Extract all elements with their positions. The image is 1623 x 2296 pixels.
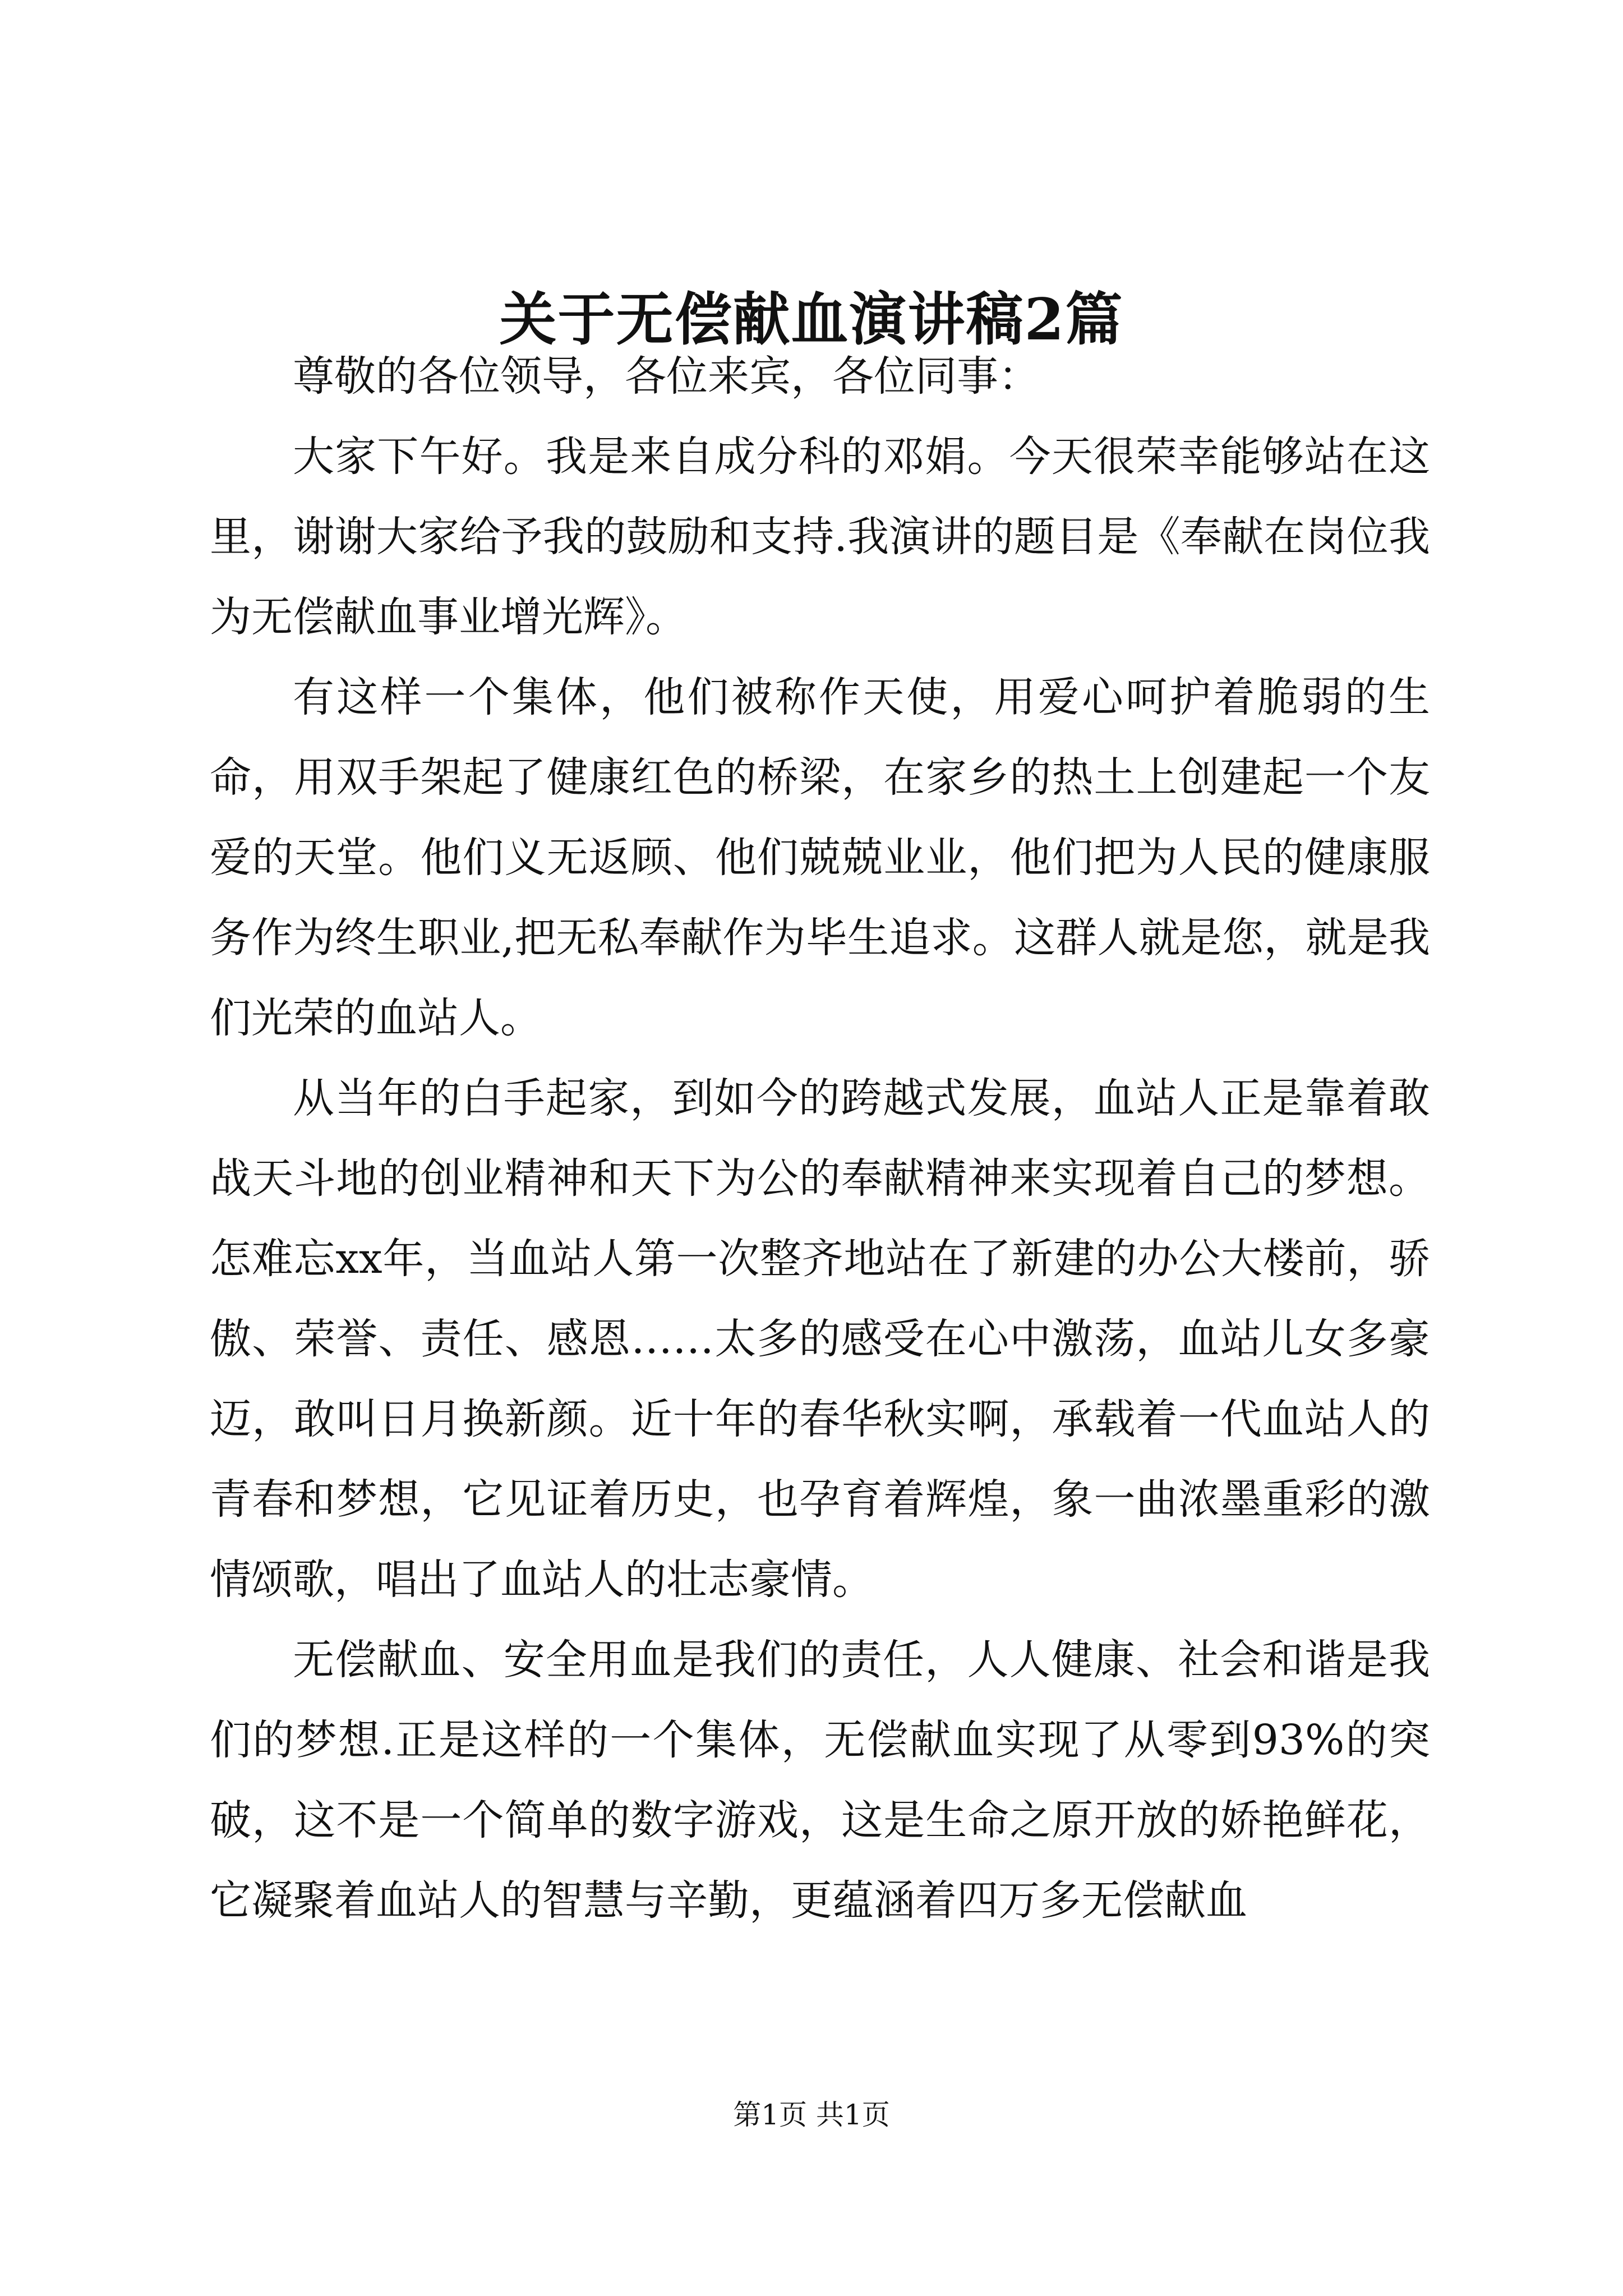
- paragraph-greeting: 尊敬的各位领导，各位来宾，各位同事：: [293, 352, 1040, 401]
- paragraph-introduction: 大家下午好。我是来自成分科的邓娟。今天很荣幸能够站在这里，谢谢大家给予我的鼓励和支持.我演讲的题目是《奉献在岗位我为无偿献血事业增光辉》。: [210, 432, 1430, 641]
- paragraph-history: 从当年的白手起家，到如今的跨越式发展，血站人正是靠着敢战天斗地的创业精神和天下为公的奉献精神来实现着自己的梦想。怎难忘xx年，当血站人第一次整齐地站在了新建的办公大楼前，骄傲、荣誉、责任、感恩……太多的感受在心中激荡，血站儿女多豪迈，敢叫日月换新颜。近十年的春华秋实啊，承载着一代血站人的青春和梦想，它见证着历史，也孕育着辉煌，象一曲浓墨重彩的激情颂歌，唱出了血站人的壮志豪情。: [210, 1074, 1430, 1604]
- document-body: [210, 337, 1430, 1941]
- document-title: 关于无偿献血演讲稿2篇: [499, 286, 1124, 353]
- paragraph-collective: 有这样一个集体，他们被称作天使，用爱心呵护着脆弱的生命，用双手架起了健康红色的桥梁，在家乡的热土上创建起一个友爱的天堂。他们义无返顾、他们兢兢业业，他们把为人民的健康服务作为终生职业,把无私奉献作为毕生追求。这群人就是您，就是我们光荣的血站人。: [210, 673, 1430, 1042]
- paragraph-responsibility: 无偿献血、安全用血是我们的责任，人人健康、社会和谐是我们的梦想.正是这样的一个集体，无偿献血实现了从零到93%的突破，这不是一个简单的数字游戏，这是生命之原开放的娇艳鲜花，它凝聚着血站人的智慧与辛勤，更蕴涵着四万多无偿献血: [210, 1636, 1430, 1925]
- page-footer: 第1页 共1页: [733, 2099, 890, 2131]
